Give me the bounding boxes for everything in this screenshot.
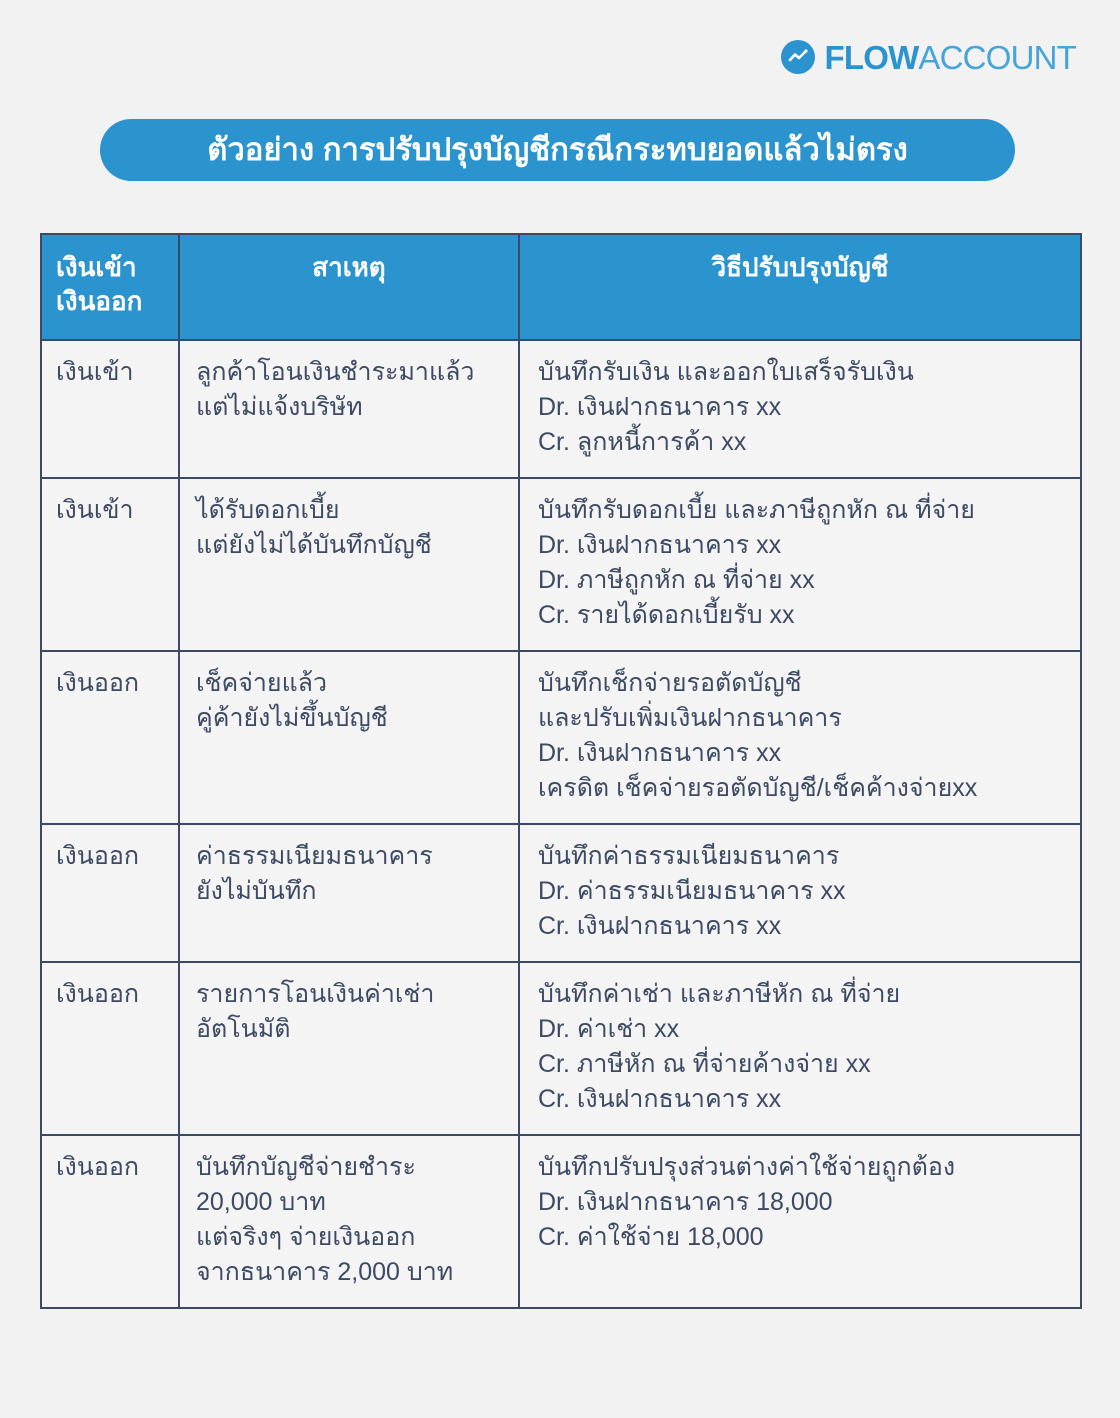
fix-line: Dr. เงินฝากธนาคาร xx bbox=[538, 739, 782, 767]
cause-line: ได้รับดอกเบี้ย bbox=[196, 496, 340, 524]
cause-line: เช็คจ่ายแล้ว bbox=[196, 669, 328, 697]
cause-line: รายการโอนเงินค่าเช่า bbox=[196, 980, 435, 1008]
column-header-flow bbox=[41, 234, 179, 340]
flow-value: เงินออก bbox=[56, 980, 140, 1008]
page-title-banner bbox=[100, 119, 1015, 181]
flow-value: เงินออก bbox=[56, 669, 140, 697]
cell-fix bbox=[519, 478, 1081, 651]
cell-fix bbox=[519, 824, 1081, 962]
table-header bbox=[41, 234, 1081, 340]
cell-flow bbox=[41, 651, 179, 824]
cell-flow bbox=[41, 478, 179, 651]
cause-line: บันทึกบัญชีจ่ายชำระ bbox=[196, 1153, 416, 1181]
column-header-fix-label: วิธีปรับปรุงบัญชี bbox=[711, 252, 889, 282]
fix-line: Cr. ค่าใช้จ่าย 18,000 bbox=[538, 1223, 764, 1251]
flow-value: เงินเข้า bbox=[56, 358, 134, 386]
cell-cause bbox=[179, 340, 519, 478]
brand-wordmark bbox=[824, 38, 1076, 76]
cause-line: คู่ค้ายังไม่ขึ้นบัญชี bbox=[196, 704, 388, 732]
fix-line: บันทึกปรับปรุงส่วนต่างค่าใช้จ่ายถูกต้อง bbox=[538, 1153, 956, 1181]
fix-line: บันทึกค่าธรรมเนียมธนาคาร bbox=[538, 842, 840, 870]
fix-line: Cr. ลูกหนี้การค้า xx bbox=[538, 428, 747, 456]
cause-line: แต่ยังไม่ได้บันทึกบัญชี bbox=[196, 531, 432, 559]
cell-cause bbox=[179, 962, 519, 1135]
cell-fix bbox=[519, 962, 1081, 1135]
fix-line: Dr. เงินฝากธนาคาร xx bbox=[538, 531, 782, 559]
cause-line: ค่าธรรมเนียมธนาคาร bbox=[196, 842, 433, 870]
fix-line: Dr. ค่าเช่า xx bbox=[538, 1015, 680, 1043]
cell-cause bbox=[179, 651, 519, 824]
fix-line: เครดิต เช็คจ่ายรอตัดบัญชี/เช็คค้างจ่ายxx bbox=[538, 774, 978, 802]
fix-line: Cr. รายได้ดอกเบี้ยรับ xx bbox=[538, 601, 795, 629]
table-row bbox=[41, 478, 1081, 651]
cell-cause bbox=[179, 478, 519, 651]
cell-flow bbox=[41, 824, 179, 962]
fix-line: บันทึกรับดอกเบี้ย และภาษีถูกหัก ณ ที่จ่าย bbox=[538, 496, 975, 524]
column-header-flow-line-1: เงินเข้า bbox=[56, 252, 137, 282]
table-row bbox=[41, 340, 1081, 478]
brand-word-flow: FLOW bbox=[824, 38, 919, 76]
cause-line: ยังไม่บันทึก bbox=[196, 877, 317, 905]
cell-fix bbox=[519, 1135, 1081, 1308]
adjustment-table bbox=[40, 233, 1082, 1309]
adjustment-table-container bbox=[40, 233, 1080, 1309]
cell-cause bbox=[179, 824, 519, 962]
flow-value: เงินออก bbox=[56, 842, 140, 870]
fix-line: Dr. ค่าธรรมเนียมธนาคาร xx bbox=[538, 877, 846, 905]
cause-line: จากธนาคาร 2,000 บาท bbox=[196, 1258, 454, 1286]
table-row bbox=[41, 824, 1081, 962]
page-title: ตัวอย่าง การปรับปรุงบัญชีกรณีกระทบยอดแล้วไม่ตรง bbox=[207, 131, 908, 167]
fix-line: บันทึกเช็กจ่ายรอตัดบัญชี bbox=[538, 669, 802, 697]
cause-line: แต่จริงๆ จ่ายเงินออก bbox=[196, 1223, 416, 1251]
cell-flow bbox=[41, 962, 179, 1135]
brand-word-account: ACCOUNT bbox=[918, 38, 1076, 76]
column-header-cause-label: สาเหตุ bbox=[312, 252, 386, 282]
flow-value: เงินออก bbox=[56, 1153, 140, 1181]
fix-line: บันทึกรับเงิน และออกใบเสร็จรับเงิน bbox=[538, 358, 914, 386]
cause-line: ลูกค้าโอนเงินชำระมาแล้ว bbox=[196, 358, 475, 386]
cell-cause bbox=[179, 1135, 519, 1308]
fix-line: Cr. เงินฝากธนาคาร xx bbox=[538, 912, 782, 940]
fix-line: Dr. ภาษีถูกหัก ณ ที่จ่าย xx bbox=[538, 566, 815, 594]
cell-flow bbox=[41, 1135, 179, 1308]
fix-line: และปรับเพิ่มเงินฝากธนาคาร bbox=[538, 704, 842, 732]
flow-value: เงินเข้า bbox=[56, 496, 134, 524]
cause-line: แต่ไม่แจ้งบริษัท bbox=[196, 393, 363, 421]
fix-line: Dr. เงินฝากธนาคาร 18,000 bbox=[538, 1188, 833, 1216]
cell-fix bbox=[519, 340, 1081, 478]
cell-flow bbox=[41, 340, 179, 478]
fix-line: บันทึกค่าเช่า และภาษีหัก ณ ที่จ่าย bbox=[538, 980, 901, 1008]
table-row bbox=[41, 1135, 1081, 1308]
fix-line: Cr. ภาษีหัก ณ ที่จ่ายค้างจ่าย xx bbox=[538, 1050, 871, 1078]
cause-line: อัตโนมัติ bbox=[196, 1015, 291, 1043]
flowaccount-logo bbox=[781, 36, 1076, 78]
fix-line: Dr. เงินฝากธนาคาร xx bbox=[538, 393, 782, 421]
table-row bbox=[41, 651, 1081, 824]
cause-line: 20,000 บาท bbox=[196, 1188, 326, 1216]
column-header-cause bbox=[179, 234, 519, 340]
flowaccount-chart-circle-icon bbox=[781, 40, 815, 74]
table-body bbox=[41, 340, 1081, 1308]
column-header-fix bbox=[519, 234, 1081, 340]
column-header-flow-line-2: เงินออก bbox=[56, 286, 143, 317]
table-header-row bbox=[41, 234, 1081, 340]
fix-line: Cr. เงินฝากธนาคาร xx bbox=[538, 1085, 782, 1113]
table-row bbox=[41, 962, 1081, 1135]
cell-fix bbox=[519, 651, 1081, 824]
